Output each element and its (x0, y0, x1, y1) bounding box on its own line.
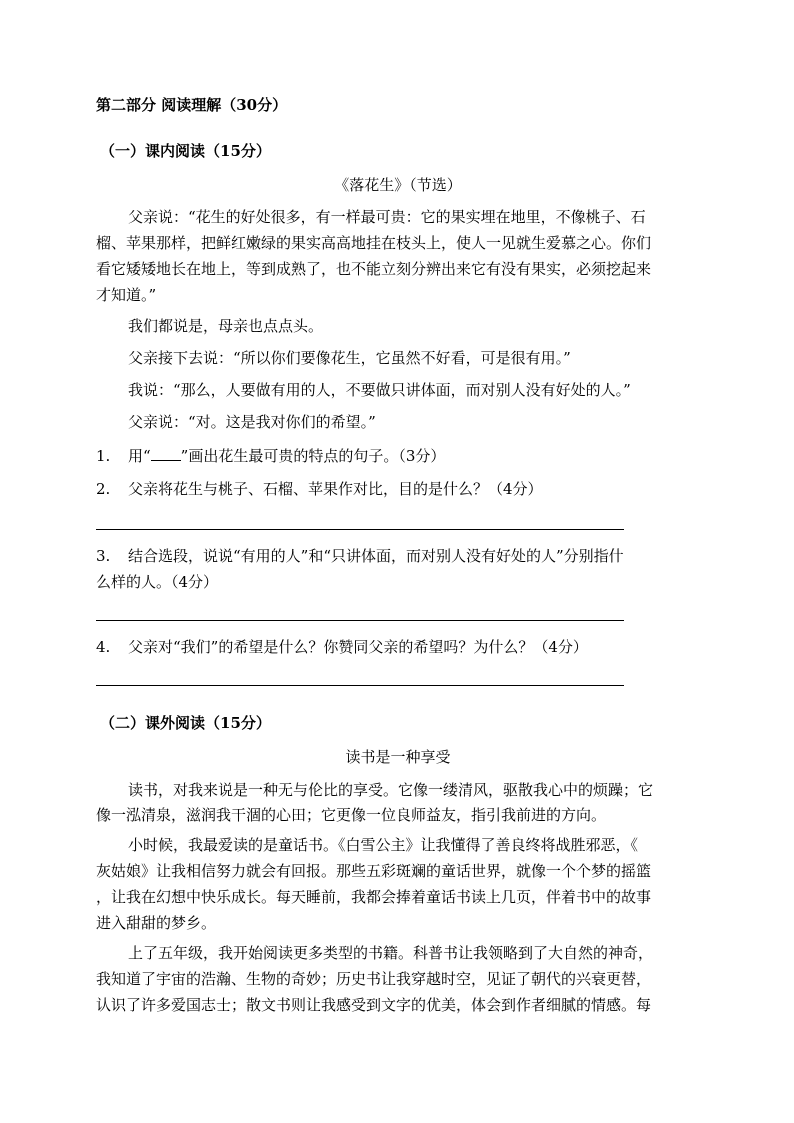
s1-p1-line2: 榴、苹果那样，把鲜红嫩绿的果实高高地挂在枝头上，使人一见就生爱慕之心。你们 (96, 234, 652, 252)
question-1-number: 1. (96, 447, 111, 465)
s1-p3-line1: 父亲接下去说：“所以你们要像花生，它虽然不好看，可是很有用。” (128, 349, 571, 367)
question-3-text-line2: 么样的人。（4分） (96, 573, 219, 591)
question-4-answer-line[interactable] (96, 685, 624, 686)
s2-p1-line2: 像一泓清泉，滋润我干涸的心田；它更像一位良师益友，指引我前进的方向。 (96, 806, 607, 824)
section1-passage-title: 《落花生》（节选） (334, 176, 462, 194)
section1-heading: （一）课内阅读（15分） (100, 142, 271, 160)
question-3-answer-line[interactable] (96, 620, 624, 621)
s2-p3-line3: 认识了许多爱国志士；散文书则让我感受到文字的优美，体会到作者细腻的情感。每 (96, 996, 652, 1014)
question-1-text-before: 用“ (128, 447, 151, 465)
s2-p3-line1: 上了五年级，我开始阅读更多类型的书籍。科普书让我领略到了大自然的神奇， (128, 944, 654, 962)
part-title: 第二部分 阅读理解（30分） (96, 96, 288, 114)
s1-p2-line1: 我们都说是，母亲也点点头。 (128, 317, 324, 335)
s1-p4-line1: 我说：“那么，人要做有用的人，不要做只讲体面，而对别人没有好处的人。” (128, 381, 631, 399)
question-2-answer-line[interactable] (96, 529, 624, 530)
question-1-text (128, 445, 445, 467)
s2-p2-line1: 小时候，我最爱读的是童话书。《白雪公主》让我懂得了善良终将战胜邪恶，《 (128, 836, 639, 854)
s2-p3-line2: 我知道了宇宙的浩瀚、生物的奇妙；历史书让我穿越时空，见证了朝代的兴衰更替， (96, 970, 652, 988)
question-2-text: 父亲将花生与桃子、石榴、苹果作对比，目的是什么？（4分） (128, 480, 543, 498)
question-1-blank (151, 446, 181, 461)
section2-heading: （二）课外阅读（15分） (100, 714, 271, 732)
question-3-number: 3. (96, 547, 111, 565)
question-1-text-after: ”画出花生最可贵的特点的句子。（3分） (180, 447, 446, 465)
question-4-text: 父亲对“我们”的希望是什么？你赞同父亲的希望吗？为什么？（4分） (128, 638, 588, 656)
s1-p5-line1: 父亲说：“对。这是我对你们的希望。” (128, 413, 376, 431)
question-3-text-line1: 结合选段，说说“有用的人”和“只讲体面，而对别人没有好处的人”分别指什 (128, 547, 624, 565)
question-4-number: 4. (96, 638, 111, 656)
s1-p1-line4: 才知道。” (96, 286, 157, 304)
section2-passage-title: 读书是一种享受 (345, 748, 451, 766)
question-2-number: 2. (96, 480, 111, 498)
s2-p2-line4: 进入甜甜的梦乡。 (96, 914, 217, 932)
s2-p1-line1: 读书，对我来说是一种无与伦比的享受。它像一缕清风，驱散我心中的烦躁；它 (128, 781, 654, 799)
s2-p2-line2: 灰姑娘》让我相信努力就会有回报。那些五彩斑斓的童话世界，就像一个个梦的摇篮 (96, 862, 652, 880)
s1-p1-line3: 看它矮矮地长在地上，等到成熟了，也不能立刻分辨出来它有没有果实，必须挖起来 (96, 260, 652, 278)
s1-p1-line1: 父亲说：“花生的好处很多，有一样最可贵：它的果实埋在地里，不像桃子、石 (128, 208, 646, 226)
s2-p2-line3: ，让我在幻想中快乐成长。每天睡前，我都会捧着童话书读上几页，伴着书中的故事 (96, 888, 652, 906)
